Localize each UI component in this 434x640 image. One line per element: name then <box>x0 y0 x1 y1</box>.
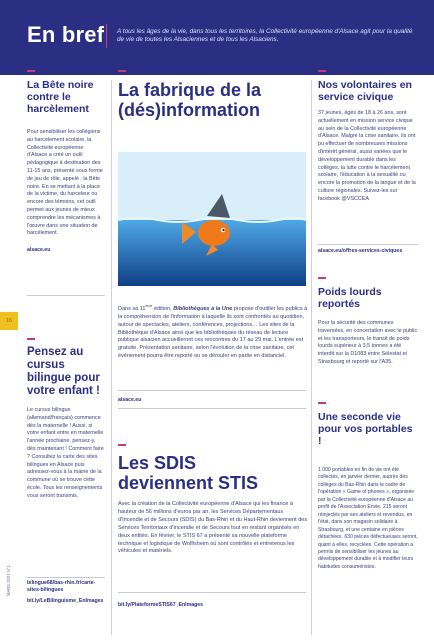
header-separator <box>106 24 107 48</box>
article-title: La Bête noire contre le harcèlement <box>27 79 94 115</box>
divider <box>318 244 418 245</box>
article-bete-noire <box>27 79 105 253</box>
article-body: 37 jeunes, âgés de 18 à 26 ans, sont actuellement en mission service civique au sein de la Collectivité européenne d'Alsace. Malgré la crise sanitaire, ils ont pu effectuer de nombreuses missions d'intérêt général, aussi variées que le développement durable dans les collèges, la lutte contre le harcèlement scolaire, l'éducation à la sexualité ou encore la promotion de la langue et de la culture régionales. Suivez-les sur facebook @VSCCEA <box>318 110 416 202</box>
divider <box>27 295 105 296</box>
link-group <box>27 580 107 605</box>
divider <box>118 592 306 593</box>
goldfish-shark-fin-photo <box>118 152 306 286</box>
accent-bar <box>27 70 35 72</box>
accent-bar <box>118 444 126 446</box>
header-band <box>0 0 434 75</box>
goldfish-icon <box>198 220 230 246</box>
section-intro: A tous les âges de la vie, dans tous les territoires, la Collectivité européenne d'Alsace agit pour la qualité de vie de toutes les Alsaciennes et de tous les Alsaciens. <box>117 28 413 43</box>
article-body: Pour sensibiliser les collégiens au harcèlement scolaire, la Collectivité européenne d'Alsace a créé un outil pédagogique à destination des 11-15 ans, présenté sous forme de jeu de rôle, appelé : la Bête noire. En se mettant à la place de la victime, du harceleur ou encore des témoins, cet outil permet aux jeunes de mieux comprendre les mécanismes à l'œuvre dans une situation de harcèlement. <box>27 129 103 237</box>
body-text: propose d'outiller les publics à la compréhension de l'information à laquelle ils sont confrontés au quotidien, autour de spectacles, ateliers, conférences, projections… Les sites de la Bibliothèque d'Alsace ainsi que les bibliothèques du réseau de lecture publique alsacien accueilleront ces rencontres du 17 au 29 mai. L'entrée est gratuite. Présentation sanitaire, selon l'évolution de la crise sanitaire, cet événement pourra être reporté ou se dérouler en partie en distanciel. <box>118 305 308 360</box>
article-title: Poids lourds reportés <box>318 286 382 310</box>
article-link[interactable]: bilingue68/bas-rhin.fr/carte-sites-bilingues <box>27 580 96 593</box>
article-title: Une seconde vie pour vos portables ! <box>318 411 413 447</box>
title-line: Les SDIS <box>118 453 197 473</box>
article-body <box>118 303 308 361</box>
accent-bar <box>118 70 126 72</box>
article-title <box>118 80 308 120</box>
edition-sup: ème <box>145 304 153 308</box>
article-body: Pour la sécurité des communes traversées, en concertation avec le public et les transporteurs, le transit de poids lourds supérieur à 3,5 tonnes a été interdit sur la D1083 entre Sélestat et Strasbourg et reporté sur l'A35. <box>318 320 418 365</box>
issue-label: MARS 2021 N°1 <box>6 565 11 596</box>
divider <box>27 577 105 578</box>
title-line: deviennent STIS <box>118 473 259 493</box>
divider <box>118 390 306 391</box>
article-title: Nos volontaires en service civique <box>318 79 412 103</box>
title-line: (dés)information <box>118 100 260 120</box>
article-link[interactable]: alsace.eu <box>27 247 51 254</box>
article-body: 1 000 portables en fin de vie ont été collectés, en janvier dernier, auprès des collèges du Bas-Rhin dans le cadre de l'opération « Game of phones », organisée par la Collectivité européenne d'Alsace au profit de l'Association Envie. 215 seront réinjectés par ses ateliers et revendus, en l'état, dans son magasin solidaire à Strasbourg, et une centaine en pièces détachées. 630 pièces défectueuses seront, quant à elles, recyclées. Cette opération a permis de sensibiliser les jeunes au développement durable et à modifier leurs habitudes consuméristes. <box>318 467 418 570</box>
article-body: Le cursus bilingue (allemand/français) commence dès la maternelle ! Aussi, si votre enfant entre en maternelle l'année prochaine, pensez-y, dès maintenant ! Comment faire ? Consultez la carte des sites bilingues en Alsace puis adressez-vous à la mairie de la commune où se trouve cette école. Tous les renseignements vous seront transmis. <box>27 407 104 499</box>
article-link[interactable]: bit.ly/LeBilinguisme_EnImages <box>27 598 104 604</box>
column-divider-left <box>111 80 112 635</box>
section-title: En bref <box>27 22 105 47</box>
column-divider-right <box>311 80 312 635</box>
article-body: Avec la création de la Collectivité européenne d'Alsace qui les finance à hauteur de 56 millions d'euros par an, les Services Départementaux d'Incendie et de Secours (SDIS) du Bas-Rhin et du Haut-Rhin deviennent des Services Territoriaux d'Incendie et de Secours tout en restant organisés en deux entités. En février, le STIS 67 a présenté sa nouvelle plateforme technique et logistique de Wolfisheim où sont contrôlés et entretenus les véhicules et matériels. <box>118 501 308 555</box>
page-number-tab: 16 <box>0 312 18 330</box>
edition-text: édition, <box>152 305 174 312</box>
photo-illustration <box>118 152 306 286</box>
article-cursus-bilingue <box>27 346 105 501</box>
divider <box>118 408 306 409</box>
article-title: Pensez au cursus bilingue pour votre enfant ! <box>27 346 100 397</box>
edition-text: Dans sa 11 <box>118 305 146 312</box>
event-name: Bibliothèques à la Une <box>173 305 233 312</box>
accent-bar <box>318 70 326 72</box>
article-link[interactable]: bit.ly/PlateformeSTIS67_EnImages <box>118 602 204 608</box>
accent-bar <box>318 277 326 279</box>
accent-bar <box>27 338 35 340</box>
article-title <box>118 453 308 493</box>
accent-bar <box>318 402 326 404</box>
article-link[interactable]: alsace.eu <box>118 397 142 403</box>
article-link[interactable]: alsace.eu/offres-services-civiques <box>318 248 403 254</box>
title-line: La fabrique de la <box>118 80 262 100</box>
